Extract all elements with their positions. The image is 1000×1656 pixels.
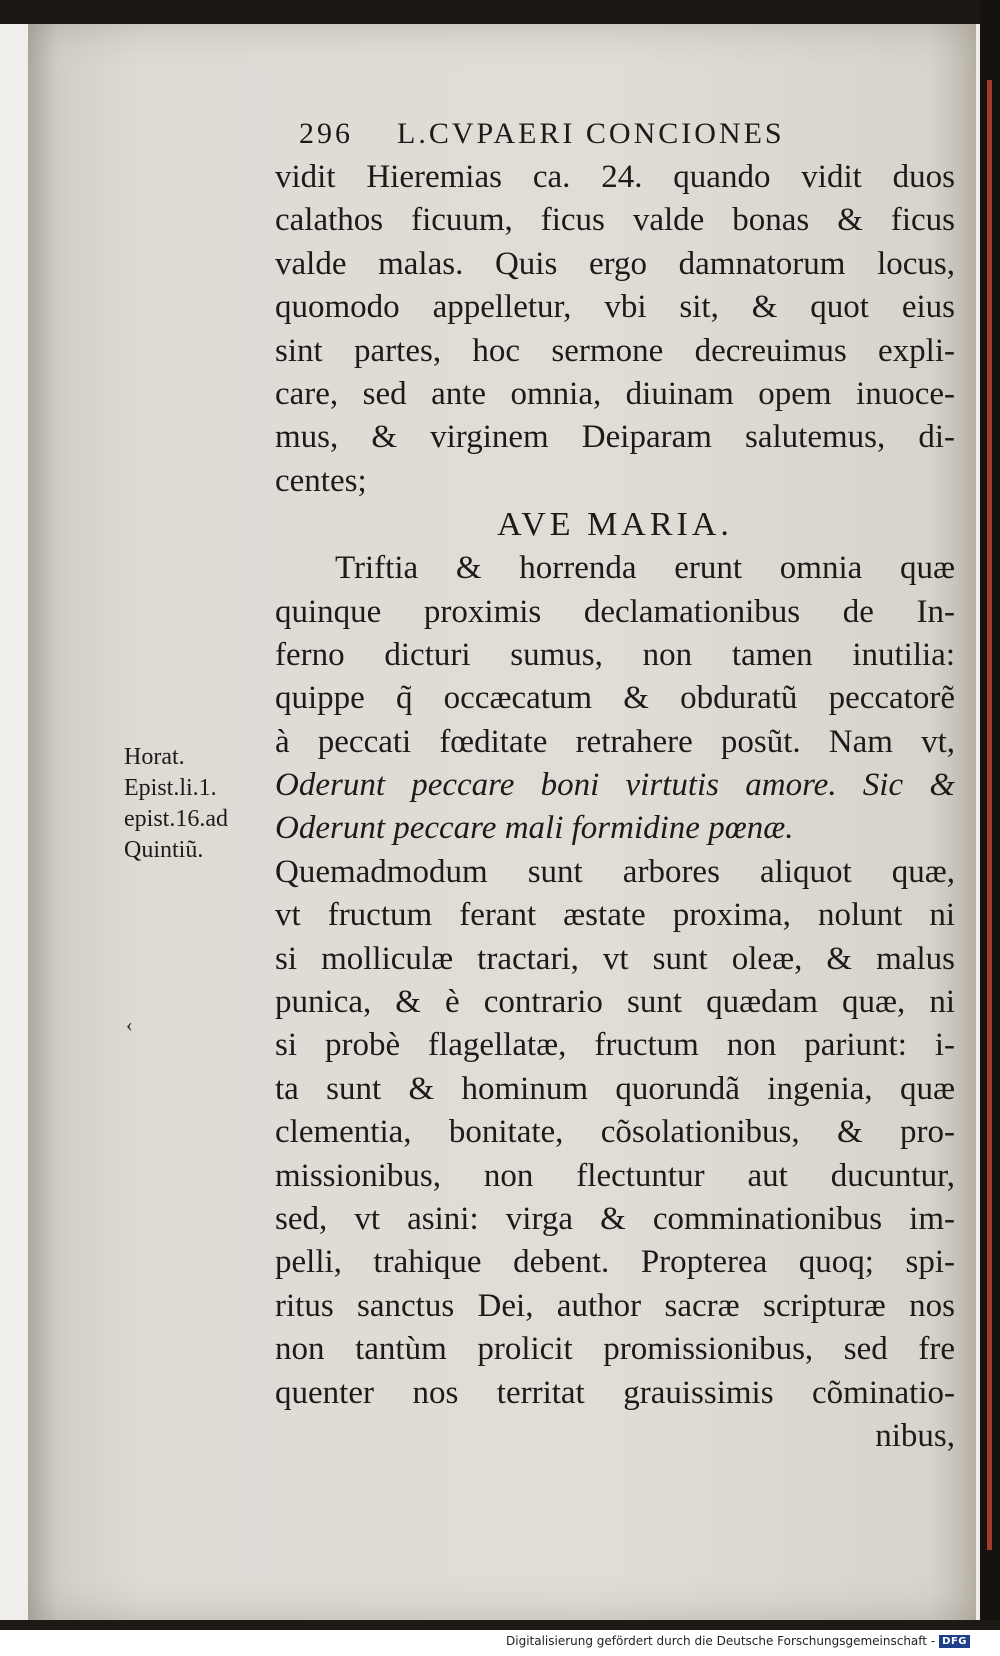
text-line: quippe q̃ occæcatum & obduratũ peccatorẽ	[275, 680, 955, 717]
text-line: si molliculæ tractari, vt sunt oleæ, & malus	[275, 940, 955, 977]
margin-note	[124, 742, 274, 866]
margin-note-line: Horat.	[124, 744, 185, 770]
text-line: quomodo appelletur, vbi sit, & quot eius	[275, 289, 955, 326]
text-line: punica, & è contrario sunt quædam quæ, ni	[275, 984, 955, 1021]
bookmark-ribbon	[987, 80, 992, 1550]
text-line: ritus sanctus Dei, author sacræ scripturæ nos	[275, 1287, 955, 1324]
text-line: mus, & virginem Deiparam salutemus, di-	[275, 419, 955, 456]
margin-note-line: Epist.li.1.	[124, 775, 217, 801]
text-line: quenter nos territat grauissimis cõminatio-	[275, 1374, 955, 1411]
quotation-line: Oderunt peccare boni virtutis amore. Sic &	[275, 767, 955, 804]
text-line: clementia, bonitate, cõsolationibus, & pro-	[275, 1114, 955, 1151]
text-line: ta sunt & hominum quorundã ingenia, quæ	[275, 1070, 955, 1107]
text-line: ferno dicturi sumus, non tamen inutilia:	[275, 636, 955, 673]
text-line: sint partes, hoc sermone decreuimus expli-	[275, 332, 955, 369]
book-edge-bottom	[0, 1620, 1000, 1630]
funding-notice	[506, 1634, 970, 1648]
main-text-block	[275, 112, 955, 1458]
dfg-logo: DFG	[939, 1635, 970, 1648]
text-line: care, sed ante omnia, diuinam opem inuoce-	[275, 375, 955, 412]
text-line: valde malas. Quis ergo damnatorum locus,	[275, 245, 955, 282]
page-number: 296	[299, 117, 353, 150]
text-line: vidit Hieremias ca. 24. quando vidit duos	[275, 159, 955, 195]
paragraph-first-line: Triftia & horrenda erunt omnia quæ	[335, 550, 955, 587]
text-line: vt fructum ferant æstate proxima, nolunt ni	[275, 897, 955, 934]
funding-notice-text: Digitalisierung gefördert durch die Deutsche Forschungsgemeinschaft -	[506, 1634, 936, 1648]
margin-note-line: Quintiũ.	[124, 837, 204, 863]
section-heading: AVE MARIA.	[497, 506, 733, 544]
text-line: calathos ficuum, ficus valde bonas & ficus	[275, 202, 955, 239]
text-line: non tantùm prolicit promissionibus, sed fre	[275, 1331, 955, 1368]
running-head-title: L.CVPAERI CONCIONES	[397, 117, 785, 150]
book-page	[28, 24, 976, 1620]
running-head	[299, 112, 955, 156]
text-line: pelli, trahique debent. Propterea quoq; spi-	[275, 1244, 955, 1281]
text-line: quinque proximis declamationibus de In-	[275, 593, 955, 630]
text-line: missionibus, non flectuntur aut ducuntur,	[275, 1157, 955, 1194]
margin-note-line: epist.16.ad	[124, 806, 228, 832]
catchword: nibus,	[875, 1417, 955, 1454]
text-line: à peccati fœditate retrahere posũt. Nam vt,	[275, 723, 955, 760]
text-line: Quemadmodum sunt arbores aliquot quæ,	[275, 853, 955, 890]
text-line: si probè flagellatæ, fructum non pariunt: i-	[275, 1027, 955, 1064]
text-line: sed, vt asini: virga & comminationibus im-	[275, 1200, 955, 1237]
quotation-line: Oderunt peccare mali formidine pœnæ.	[275, 810, 794, 847]
text-line: centes;	[275, 462, 367, 499]
book-edge-top	[0, 0, 1000, 24]
margin-mark: ‹	[126, 1014, 133, 1036]
